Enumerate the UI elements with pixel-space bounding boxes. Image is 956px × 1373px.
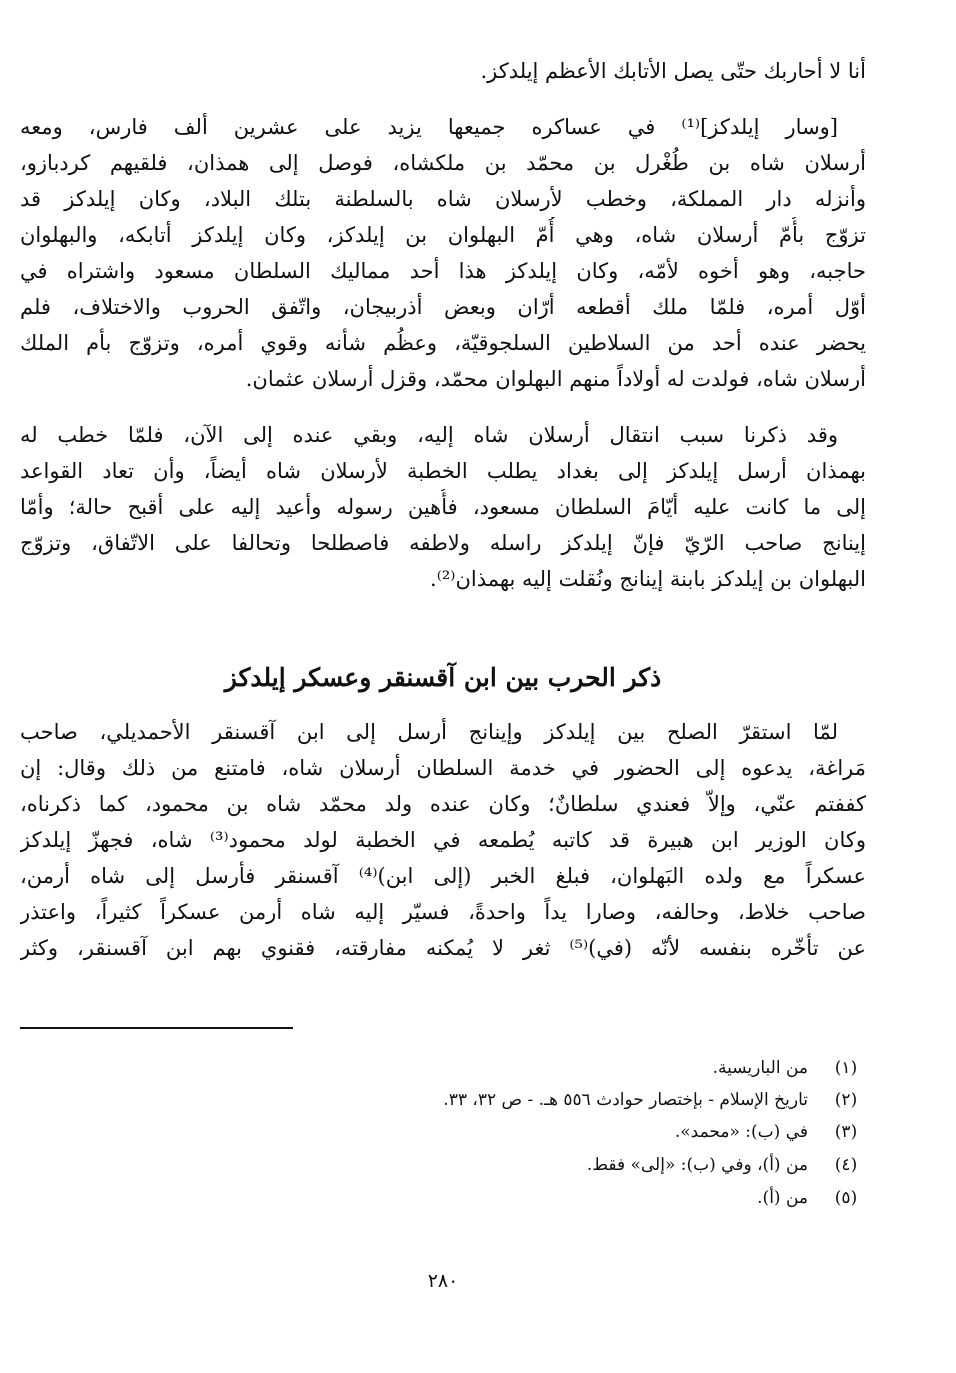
footnote	[20, 1117, 866, 1147]
footnote-text: تاريخ الإسلام - بإختصار حوادث ٥٥٦ هـ. - ص ٣٢، ٣٣.	[443, 1090, 808, 1110]
text-line: وقد ذكرنا سبب انتقال أرسلان شاه إليه، وبقي عنده إلى الآن، فلمّا خطب له	[20, 423, 838, 447]
text-line: عن تأخّره بنفسه لأنّه (في)⁽⁵⁾ ثغر لا يُمكنه مفارقته، فقنوي بهم ابن آقسنقر، وكثر	[20, 936, 866, 960]
footnote	[20, 1085, 866, 1115]
footnote-number: (٣)	[834, 1122, 858, 1142]
text-line: يحضر عنده أحد من السلاطين السلجوقيّة، وعظُم شأنه وقوي أمره، وتزوّج بأم الملك	[20, 331, 866, 355]
text-line: لمّا استقرّ الصلح بين إيلدكز وإينانج أرسل إلى ابن آقسنقر الأحمديلي، صاحب	[20, 720, 838, 744]
footnote-number: (١)	[834, 1058, 858, 1078]
text-line: إينانج صاحب الرّيّ فإنّ إيلدكز راسله ولاطفه فاصطلحا وتحالفا على الاتّفاق، وتزوّج	[20, 531, 866, 555]
footnote-number: (٤)	[834, 1155, 858, 1175]
footnote-divider	[20, 1027, 293, 1029]
footnote-text: من (أ)، وفي (ب): «إلى» فقط.	[586, 1155, 808, 1175]
text-line: عسكراً مع ولده البَهلوان، فبلغ الخبر (إلى ابن)⁽⁴⁾ آقسنقر فأرسل إلى شاه أرمن،	[20, 864, 866, 888]
text-line: إلى ما كانت عليه أيّامَ السلطان مسعود، فأُهين رسوله وأعيد إليه على أقبح حالة؛ وأمّا	[20, 495, 866, 519]
text-line: [وسار إيلدكز]⁽¹⁾ في عساكره جميعها يزيد على عشرين ألف فارس، ومعه	[20, 115, 838, 139]
footnote	[20, 1150, 866, 1180]
book-page	[20, 0, 866, 1373]
footnote-text: من الباريسية.	[712, 1058, 808, 1078]
text-line: أرسلان شاه، فولدت له أولاداً منهم البهلوان محمّد، وقزل أرسلان عثمان.	[245, 367, 866, 391]
footnote	[20, 1183, 866, 1213]
text-line: حاجبه، وهو أخوه لأمّه، وكان إيلدكز هذا أحد مماليك السلطان مسعود واشتراه في	[20, 259, 866, 283]
text-line: كففتم عنّي، وإلاّ فعندي سلطانٌ؛ وكان عنده ولد محمّد شاه بن محمود، كما ذكرناه،	[20, 792, 866, 816]
text-line: صاحب خلاط، وحالفه، وصارا يداً واحدةً، فسيّر إليه شاه أرمن عسكراً كثيراً، واعتذر	[20, 900, 866, 924]
text-line: أنا لا أحاربك حتّى يصل الأتابك الأعظم إيلدكز.	[480, 59, 866, 83]
footnote-text: في (ب): «محمد».	[674, 1122, 808, 1142]
text-line: وكان الوزير ابن هبيرة قد كاتبه يُطمعه في الخطبة لولد محمود⁽³⁾ شاه، فجهزّ إيلدكز	[20, 828, 866, 852]
text-line: البهلوان بن إيلدكز بابنة إينانج ونُقلت إليه بهمذان⁽²⁾.	[430, 567, 866, 591]
text-line: بهمذان أرسل إيلدكز إلى بغداد يطلب الخطبة لأرسلان شاه أيضاً، وأن تعاد القواعد	[20, 459, 866, 483]
text-line: وأنزله دار المملكة، وخطب لأرسلان شاه بالسلطنة بتلك البلاد، وكان إيلدكز قد	[20, 187, 866, 211]
section-heading: ذكر الحرب بين ابن آقسنقر وعسكر إيلدكز	[224, 663, 662, 692]
text-line: تزوّج بأُمّ أرسلان شاه، وهي أُمّ البهلوان بن إيلدكز، وكان إيلدكز أتابكه، والبهلوان	[20, 223, 866, 247]
text-line: أرسلان شاه بن طُغْرل بن محمّد بن ملكشاه، فوصل إلى همذان، فلقيهم كردبازو،	[20, 151, 866, 175]
footnote-number: (٥)	[834, 1188, 858, 1208]
footnote	[20, 1053, 866, 1083]
footnote-number: (٢)	[834, 1090, 858, 1110]
text-line: مَراغة، يدعوه إلى الحضور في خدمة السلطان أرسلان شاه، فامتنع من ذلك وقال: إن	[20, 756, 866, 780]
page-number: ٢٨٠	[427, 1270, 459, 1292]
footnote-text: من (أ).	[757, 1188, 808, 1208]
text-line: أوّل أمره، فلمّا ملك أقطعه أرّان وبعض أذربيجان، واتّفق الحروب والاختلاف، فلم	[20, 295, 866, 319]
